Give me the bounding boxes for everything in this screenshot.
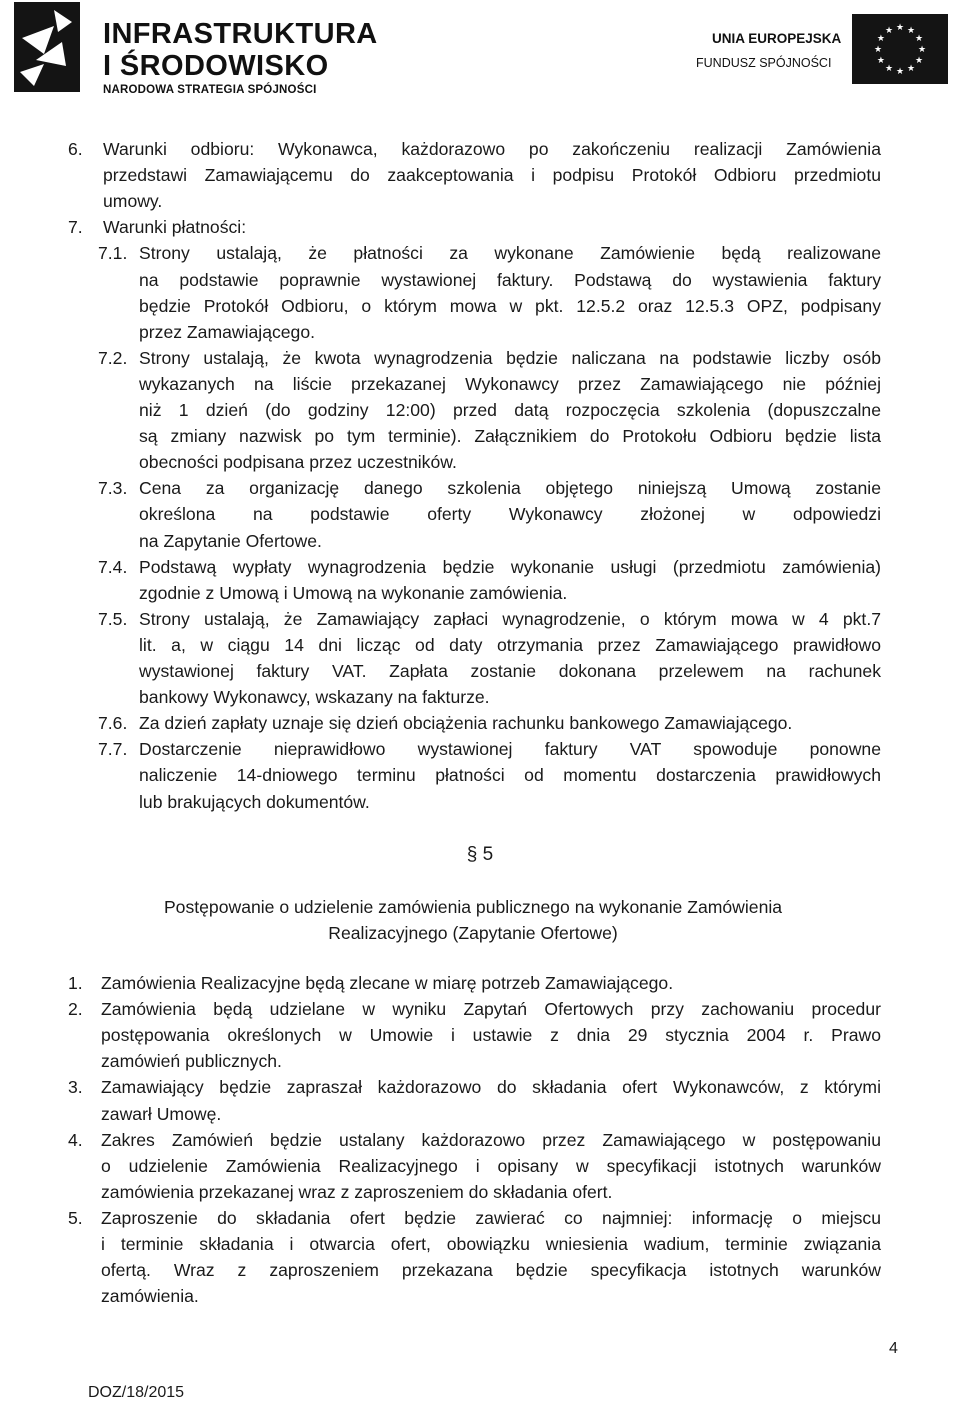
brand-subtitle: NARODOWA STRATEGIA SPÓJNOŚCI — [103, 84, 317, 96]
paragraph-line: bankowy Wykonawcy, wskazany na fakturze. — [139, 687, 490, 708]
paragraph-line: Zamawiający będzie zapraszał każdorazowo do składania ofert Wykonawców, z którymi — [101, 1077, 881, 1098]
eu-star-icon: ★ — [884, 24, 894, 35]
page-number: 4 — [889, 1340, 898, 1357]
item-number: 7.6. — [98, 713, 128, 734]
eu-star-icon: ★ — [895, 22, 905, 32]
item-number: 7.5. — [98, 608, 128, 629]
item-number: 1. — [68, 973, 83, 993]
paragraph-line: określona na podstawie oferty Wykonawcy złożonej w odpowiedzi — [139, 504, 881, 525]
section-title-line1: Postępowanie o udzielenie zamówienia publicznego na wykonanie Zamówienia — [163, 897, 783, 917]
paragraph-line: będzie Protokół Odbioru, o którym mowa w pkt. 12.5.2 oraz 12.5.3 OPZ, podpisany — [139, 295, 881, 316]
paragraph-line: zamówień publicznych. — [101, 1051, 282, 1072]
item-number: 4. — [68, 1129, 83, 1150]
eu-star-icon: ★ — [917, 44, 927, 54]
item-number: 7.4. — [98, 556, 128, 577]
paragraph-line: przez Zamawiającego. — [139, 321, 316, 342]
paragraph-line: Zaproszenie do składania ofert będzie zawierać co najmniej: informację o miejscu — [101, 1207, 881, 1228]
paragraph-line: zamówienia. — [101, 1286, 199, 1307]
item-number: 7.1. — [98, 243, 128, 264]
eu-star-icon: ★ — [895, 66, 905, 76]
document-id: DOZ/18/2015 — [88, 1384, 185, 1401]
eu-star-icon: ★ — [884, 63, 894, 74]
item-number: 2. — [68, 999, 83, 1020]
item-number: 7.2. — [98, 347, 128, 368]
paragraph-line: Dostarczenie nieprawidłowo wystawionej faktury VAT spowoduje ponowne — [139, 739, 881, 760]
paragraph-line: lit. a, w ciągu 14 dni licząc od daty otrzymania przez Zamawiającego prawidłowo — [139, 634, 881, 655]
paragraph-line: postępowania określonych w Umowie i ustawie z dnia 29 stycznia 2004 r. Prawo — [101, 1025, 881, 1046]
paragraph-line: Strony ustalają, że płatności za wykonane Zamówienie będą realizowane — [139, 243, 881, 264]
eu-star-icon: ★ — [876, 55, 885, 65]
paragraph-line: zawarł Umowę. — [101, 1103, 222, 1124]
paragraph-line: i terminie składania i otwarcia ofert, obowiązku wniesienia wadium, terminie związania — [101, 1234, 881, 1254]
eu-flag-icon — [852, 14, 948, 84]
paragraph-line: Za dzień zapłaty uznaje się dzień obciążenia rachunku bankowego Zamawiającego. — [139, 713, 793, 734]
item-number: 7.7. — [98, 739, 128, 760]
paragraph-line: obecności podpisana przez uczestników. — [139, 452, 457, 473]
eu-star-icon: ★ — [906, 63, 916, 74]
section-mark: § 5 — [466, 844, 494, 865]
paragraph-line: zamówienia przekazanej wraz z zaproszeniem do składania ofert. — [101, 1181, 613, 1202]
paragraph-line: Zamówienia będą udzielane w wyniku Zapytań Ofertowych przy zachowaniu procedur — [101, 999, 881, 1020]
eu-star-icon: ★ — [906, 24, 916, 35]
paragraph-line: Podstawą wypłaty wynagrodzenia będzie wykonanie usługi (przedmiotu zamówienia) — [139, 556, 881, 577]
paragraph-line: są zmiany nazwisk po tym terminie). Załącznikiem do Protokołu Odbioru będzie lista — [139, 426, 881, 447]
paragraph-line: umowy. — [103, 191, 163, 212]
paragraph-line: lub brakujących dokumentów. — [139, 791, 370, 812]
paragraph-line: ofertą. Wraz z zaproszeniem przekazana będzie specyfikacja istotnych warunków — [101, 1260, 881, 1281]
eu-star-icon: ★ — [915, 33, 924, 43]
paragraph-line: Warunki płatności: — [103, 217, 247, 238]
brand-title-line2: I ŚRODOWISKO — [103, 50, 329, 82]
paragraph-line: na Zapytanie Ofertowe. — [139, 530, 322, 551]
paragraph-line: na podstawie poprawnie wystawionej faktury. Podstawą do wystawienia faktury — [139, 269, 881, 290]
paragraph-line: Zamówienia Realizacyjne będą zlecane w miarę potrzeb Zamawiającego. — [101, 973, 674, 993]
fund-label: FUNDUSZ SPÓJNOŚCI — [696, 56, 832, 70]
item-number: 3. — [68, 1077, 83, 1098]
brand-title-line1: INFRASTRUKTURA — [103, 18, 378, 50]
paragraph-line: wykazanych na liście przekazanej Wykonawcy przez Zamawiającego nie później — [139, 373, 881, 394]
paragraph-line: Zakres Zamówień będzie ustalany każdorazowo przez Zamawiającego w postępowaniu — [101, 1129, 881, 1150]
eu-label: UNIA EUROPEJSKA — [712, 31, 842, 46]
paragraph-line: Warunki odbioru: Wykonawca, każdorazowo po zakończeniu realizacji Zamówienia — [103, 139, 881, 159]
paragraph-line: naliczenie 14-dniowego terminu płatności od momentu dostarczenia prawidłowych — [139, 765, 881, 786]
item-number: 7. — [68, 217, 83, 238]
paragraph-line: Cena za organizację danego szkolenia objętego niniejszą Umową zostanie — [139, 478, 881, 499]
paragraph-line: przedstawi Zamawiającemu do zaakceptowania i podpisu Protokół Odbioru przedmiotu — [103, 165, 881, 186]
section-title-line2: Realizacyjnego (Zapytanie Ofertowe) — [328, 923, 618, 943]
paragraph-line: niż 1 dzień (do godziny 12:00) przed datą rozpoczęcia szkolenia (dopuszczalne — [139, 400, 881, 420]
item-number: 5. — [68, 1207, 83, 1228]
eu-star-icon: ★ — [915, 55, 924, 65]
paragraph-line: o udzielenie Zamówienia Realizacyjnego i opisany w specyfikacji istotnych warunków — [101, 1155, 881, 1176]
infrastruktura-logo-icon — [14, 2, 80, 92]
paragraph-line: zgodnie z Umową i Umową na wykonanie zamówienia. — [139, 582, 568, 603]
paragraph-line: wystawionej faktury VAT. Zapłata zostanie dokonana przelewem na rachunek — [139, 661, 881, 681]
item-number: 7.3. — [98, 478, 128, 499]
item-number: 6. — [68, 139, 83, 159]
eu-star-icon: ★ — [873, 44, 883, 54]
paragraph-line: Strony ustalają, że kwota wynagrodzenia będzie naliczana na podstawie liczby osób — [139, 347, 881, 368]
paragraph-line: Strony ustalają, że Zamawiający zapłaci wynagrodzenie, o którym mowa w 4 pkt.7 — [139, 608, 881, 629]
eu-star-icon: ★ — [876, 33, 885, 43]
